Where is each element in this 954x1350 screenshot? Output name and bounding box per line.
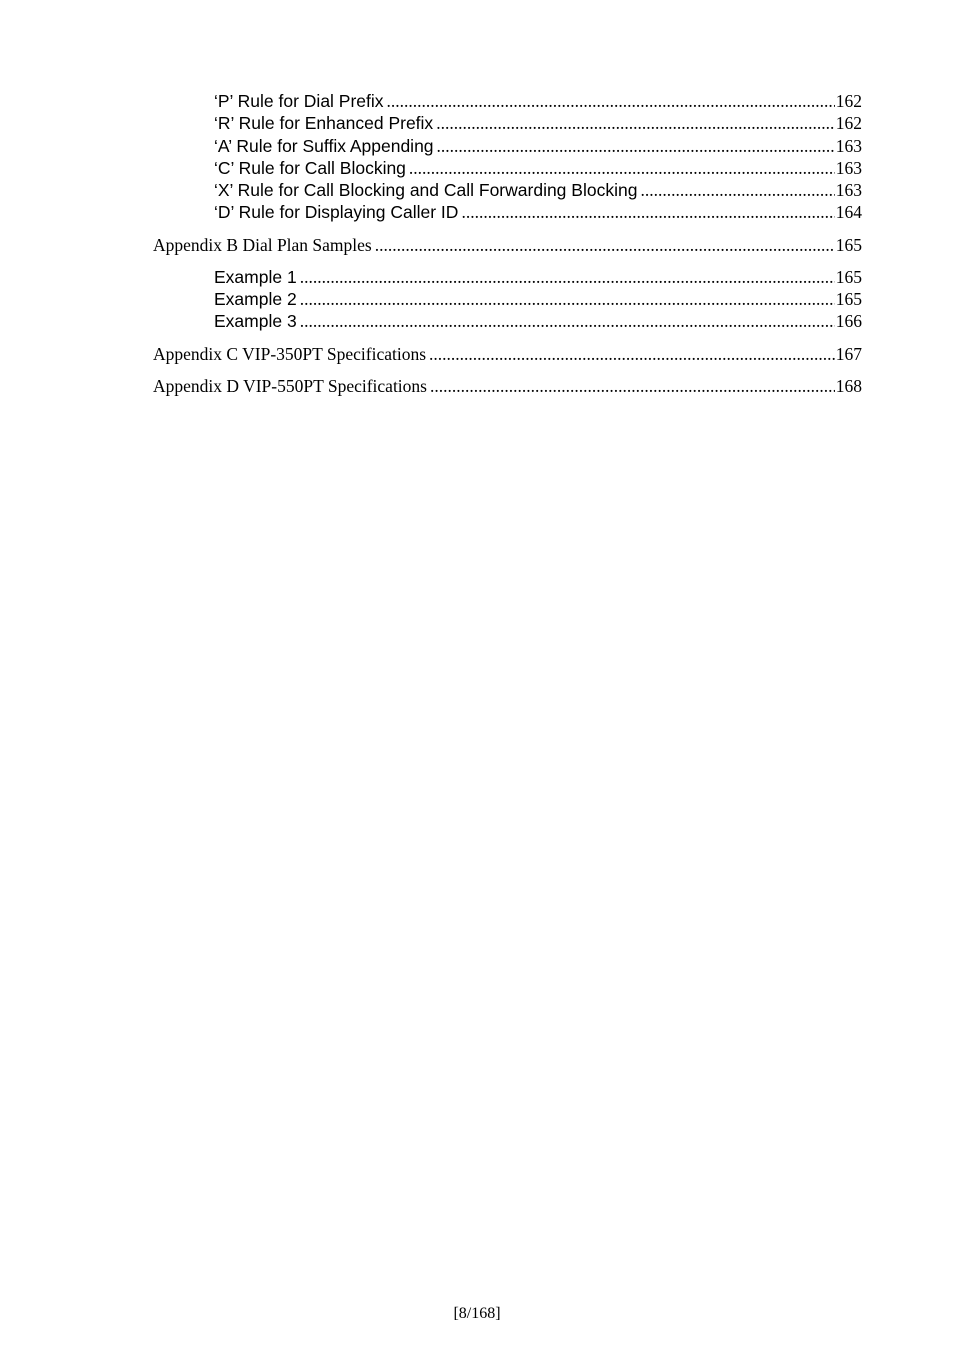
toc-entry-title: ‘A’ Rule for Suffix Appending [214, 135, 434, 156]
toc-entry-title: ‘D’ Rule for Displaying Caller ID [214, 202, 459, 223]
toc-page-number: 167 [835, 343, 862, 364]
toc-entry-title: Example 3 [214, 311, 297, 332]
toc-leader-dots [640, 179, 834, 201]
toc-leader-dots [437, 135, 835, 157]
toc-page-number: 163 [835, 135, 862, 156]
toc-leader-dots [387, 90, 835, 112]
toc-leader-dots [430, 375, 835, 397]
toc-page-number: 164 [835, 202, 862, 223]
toc-page-number: 162 [835, 113, 862, 134]
toc-entry-appendix-d[interactable] [153, 375, 862, 397]
toc-entry-appendix-b[interactable] [153, 234, 862, 256]
toc-entry-p-rule[interactable] [153, 90, 862, 112]
toc-entry-example-2[interactable] [153, 288, 862, 310]
toc-entry-title: ‘P’ Rule for Dial Prefix [214, 91, 384, 111]
toc-page-number: 168 [835, 375, 862, 396]
toc-entry-example-1[interactable] [153, 266, 862, 288]
toc-entry-title: Example 2 [214, 289, 297, 310]
toc-entry-d-rule[interactable] [153, 201, 862, 223]
toc-page-number: 165 [835, 266, 862, 287]
toc-page-number: 165 [835, 289, 862, 310]
toc-entry-appendix-c[interactable] [153, 343, 862, 365]
toc-entry-title: Appendix D VIP-550PT Specifications [153, 375, 427, 396]
toc-entry-title: ‘C’ Rule for Call Blocking [214, 157, 406, 178]
toc-page-number: 166 [835, 311, 862, 332]
toc-leader-dots [461, 201, 834, 223]
toc-leader-dots [300, 310, 835, 332]
page-footer-indicator: [8/168] [453, 1305, 501, 1322]
toc-leader-dots [300, 266, 835, 288]
toc-leader-dots [429, 343, 835, 365]
toc-page-number: 163 [835, 157, 862, 178]
toc-page-number: 163 [835, 180, 862, 201]
toc-entry-title: ‘X’ Rule for Call Blocking and Call Forwarding Blocking [214, 180, 638, 201]
toc-leader-dots [409, 157, 835, 179]
toc-entry-example-3[interactable] [153, 310, 862, 332]
toc-entry-title: ‘R’ Rule for Enhanced Prefix [214, 113, 434, 134]
toc-entry-title: Appendix B Dial Plan Samples [153, 234, 372, 255]
toc-entry-title: Example 1 [214, 266, 297, 287]
toc-entry-title: Appendix C VIP-350PT Specifications [153, 343, 427, 364]
toc-page-number: 162 [835, 91, 862, 111]
toc-leader-dots [300, 288, 835, 310]
table-of-contents [153, 90, 862, 397]
toc-entry-a-rule[interactable] [153, 135, 862, 157]
toc-entry-r-rule[interactable] [153, 112, 862, 134]
toc-leader-dots [375, 234, 835, 256]
toc-entry-c-rule[interactable] [153, 157, 862, 179]
toc-page-number: 165 [835, 234, 862, 255]
toc-leader-dots [436, 112, 835, 134]
toc-entry-x-rule[interactable] [153, 179, 862, 201]
